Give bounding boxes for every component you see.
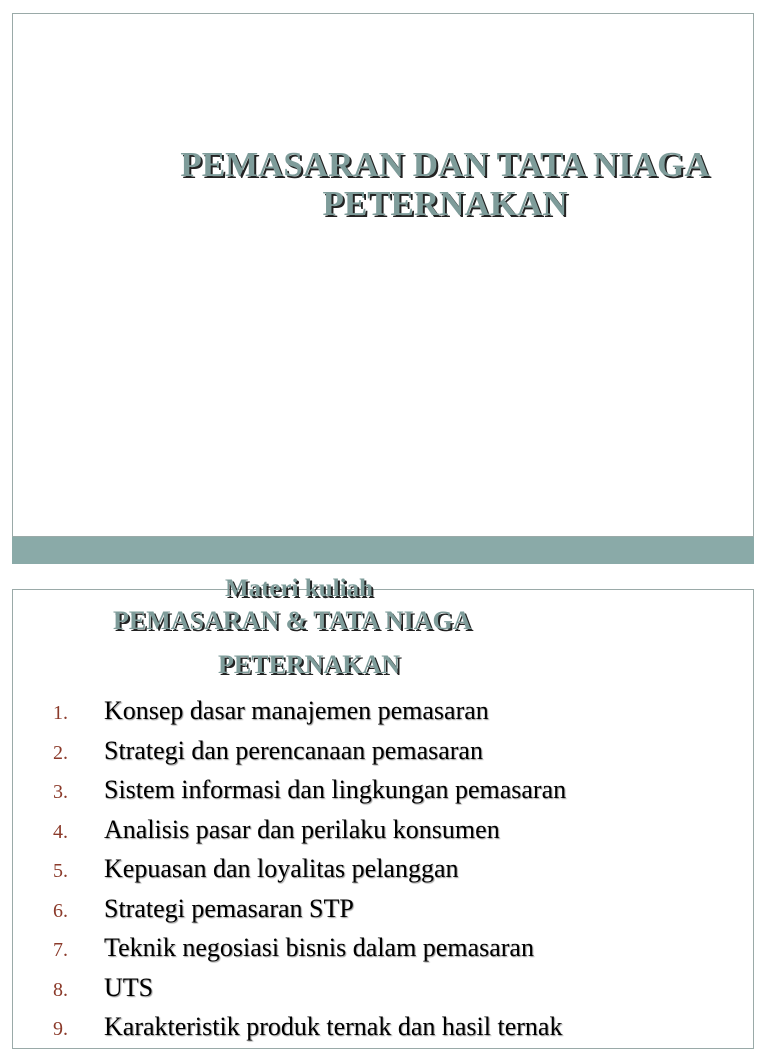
list-item bbox=[13, 933, 755, 973]
list-item bbox=[13, 894, 755, 934]
list-item-text: Konsep dasar manajemen pemasaran bbox=[104, 696, 489, 725]
list-item-text: Kepuasan dan loyalitas pelanggan bbox=[104, 854, 459, 883]
course-title-line1: PEMASARAN & TATA NIAGA bbox=[113, 606, 472, 635]
list-item bbox=[13, 736, 755, 776]
slide-separator-band bbox=[12, 537, 754, 564]
slide-title-line2: PETERNAKAN bbox=[322, 184, 568, 223]
list-item bbox=[13, 1012, 755, 1052]
topic-list bbox=[13, 696, 755, 1052]
list-item bbox=[13, 775, 755, 815]
content-slide bbox=[12, 575, 754, 1049]
slide-title-line1: PEMASARAN DAN TATA NIAGA bbox=[180, 145, 710, 184]
list-item-number: 1. bbox=[53, 702, 68, 724]
list-item-text: Sistem informasi dan lingkungan pemasaran bbox=[104, 775, 567, 804]
list-item-text: Strategi dan perencanaan pemasaran bbox=[104, 735, 483, 765]
list-item-number: 2. bbox=[53, 741, 68, 764]
list-item-text: Strategi pemasaran STP bbox=[104, 893, 354, 923]
list-item-number: 6. bbox=[53, 899, 68, 922]
list-item-number: 7. bbox=[53, 939, 68, 961]
list-item-text: Analisis pasar dan perilaku konsumen bbox=[104, 814, 500, 844]
list-item bbox=[13, 815, 755, 855]
list-item-text: Teknik negosiasi bisnis dalam pemasaran bbox=[104, 933, 534, 962]
list-item bbox=[13, 973, 755, 1013]
title-slide bbox=[12, 13, 754, 537]
list-item-text: UTS bbox=[104, 972, 154, 1002]
list-item-number: 8. bbox=[53, 978, 68, 1001]
list-item-number: 9. bbox=[53, 1018, 68, 1040]
list-item bbox=[13, 696, 755, 736]
materi-heading: Materi kuliah bbox=[225, 575, 373, 602]
list-item-number: 4. bbox=[53, 820, 68, 843]
list-item-text: Karakteristik produk ternak dan hasil ternak bbox=[104, 1012, 563, 1041]
list-item-number: 5. bbox=[53, 860, 68, 882]
list-item bbox=[13, 854, 755, 894]
list-item-number: 3. bbox=[53, 781, 68, 803]
course-title-line2: PETERNAKAN bbox=[218, 650, 401, 679]
slide-title bbox=[125, 145, 765, 223]
